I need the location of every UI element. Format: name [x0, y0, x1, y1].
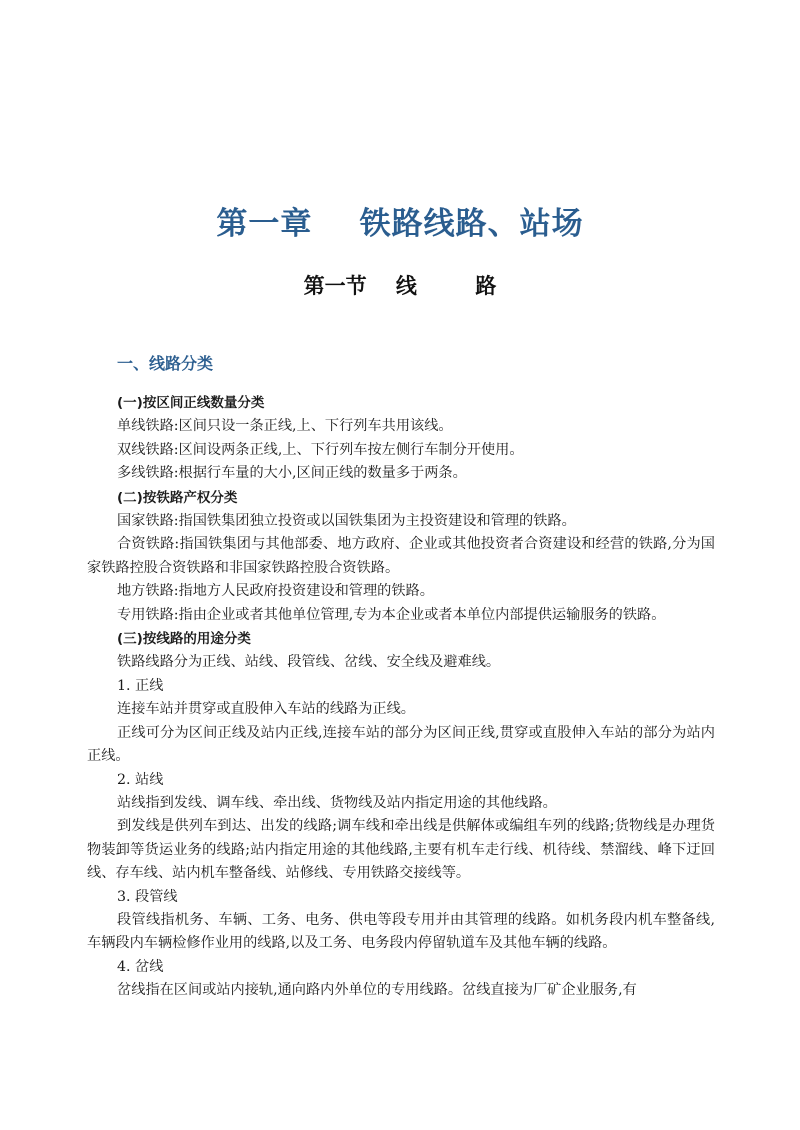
subheading: (一)按区间正线数量分类 — [117, 395, 265, 411]
numbered-item: 3. 段管线 — [117, 888, 178, 905]
paragraph: 站线指到发线、调车线、牵出线、货物线及站内指定用途的其他线路。 — [117, 794, 557, 811]
paragraph: 铁路线路分为正线、站线、段管线、岔线、安全线及避难线。 — [117, 654, 501, 671]
numbered-item: 1. 正线 — [117, 677, 164, 694]
paragraph: 岔线指在区间或站内接轨,通向路内外单位的专用线路。岔线直接为厂矿企业服务,有 — [117, 982, 637, 999]
paragraph: 地方铁路:指地方人民政府投资建设和管理的铁路。 — [117, 583, 434, 600]
paragraph: 合资铁路:指国铁集团与其他部委、地方政府、企业或其他投资者合资建设和经营的铁路,分为国家铁路控股合资铁路和非国家铁路控股合资铁路。 — [87, 536, 715, 576]
paragraph: 连接车站并贯穿或直股伸入车站的线路为正线。 — [117, 701, 415, 718]
section-title: 第一节 线 路 — [303, 274, 497, 298]
paragraph: 双线铁路:区间设两条正线,上、下行列车按左侧行车制分开使用。 — [117, 441, 524, 458]
paragraph: 单线铁路:区间只设一条正线,上、下行列车共用该线。 — [117, 418, 453, 435]
chapter-title: 第一章 铁路线路、站场 — [216, 206, 584, 242]
subheading: (二)按铁路产权分类 — [117, 489, 238, 506]
paragraph: 到发线是供列车到达、出发的线路;调车线和牵出线是供解体或编组车列的线路;货物线是办理货物装卸等货运业务的线路;站内指定用途的其他线路,主要有机车走行线、机待线、禁溜线、峰下迂回线、存车线、站内机车整备线、站修线、专用铁路交接线等。 — [87, 818, 715, 882]
body-text — [87, 391, 715, 1003]
subheading: (三)按线路的用途分类 — [117, 631, 251, 648]
numbered-item: 4. 岔线 — [117, 958, 164, 975]
heading-line-classification: 一、线路分类 — [117, 354, 214, 373]
paragraph: 国家铁路:指国铁集团独立投资或以国铁集团为主投资建设和管理的铁路。 — [117, 513, 576, 530]
paragraph: 多线铁路:根据行车量的大小,区间正线的数量多于两条。 — [117, 465, 467, 482]
paragraph: 正线可分为区间正线及站内正线,连接车站的部分为区间正线,贯穿或直股伸入车站的部分为站内正线。 — [87, 724, 715, 765]
numbered-item: 2. 站线 — [117, 771, 164, 788]
paragraph: 段管线指机务、车辆、工务、电务、供电等段专用并由其管理的线路。如机务段内机车整备线,车辆段内车辆检修作业用的线路,以及工务、电务段内停留轨道车及其他车辆的线路。 — [87, 911, 715, 952]
paragraph: 专用铁路:指由企业或者其他单位管理,专为本企业或者本单位内部提供运输服务的铁路。 — [117, 606, 666, 623]
